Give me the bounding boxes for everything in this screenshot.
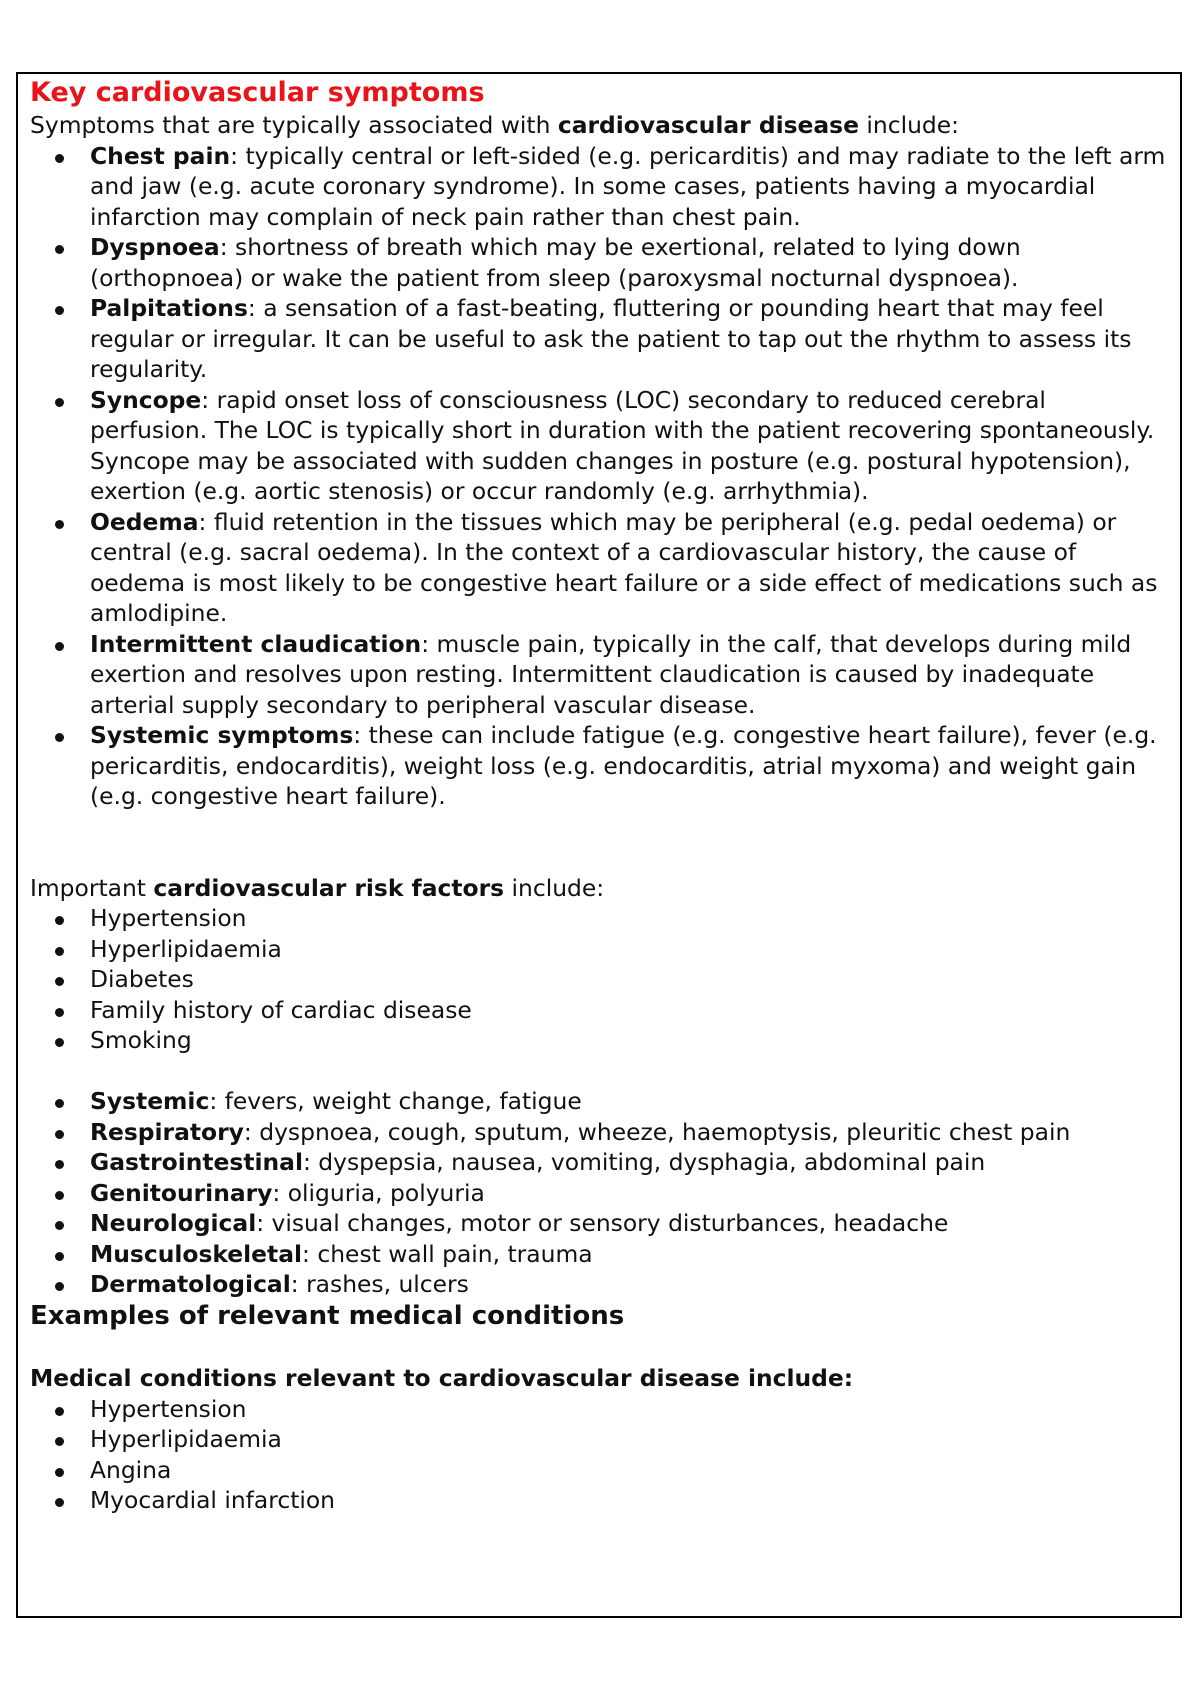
list-item-system (90, 1208, 1168, 1239)
symptom-description: : a sensation of a fast-beating, fluttering or pounding heart that may feel regular or irregular. It can be useful to ask the patient to tap out the rhythm to assess its regularity. (90, 294, 1132, 383)
document-frame (16, 72, 1182, 1618)
list-item-symptom (90, 293, 1168, 385)
list-item-risk-factor (90, 934, 1168, 965)
list-item-condition (90, 1424, 1168, 1455)
symptom-description: : these can include fatigue (e.g. congestive heart failure), fever (e.g. pericarditis, endocarditis), weight loss (e.g. endocarditis, atrial myxoma) and weight gain (e.g. congestive heart failure). (90, 721, 1157, 810)
risk-factor-text: Hypertension (90, 904, 247, 932)
symptom-term: Intermittent claudication (90, 629, 422, 658)
list-item-symptom (90, 232, 1168, 293)
bullet-icon (55, 1160, 64, 1169)
conditions-intro (30, 1363, 1168, 1394)
risk-factors-intro (30, 873, 1168, 904)
intro-text: Symptoms that are typically associated with (30, 111, 558, 139)
bullet-icon (55, 154, 64, 163)
bullet-icon (55, 733, 64, 742)
symptom-term: Dyspnoea (90, 233, 220, 261)
section-title-key-symptoms: Key cardiovascular symptoms (30, 77, 485, 108)
conditions-list (30, 1394, 1168, 1516)
bullet-icon (55, 1407, 64, 1416)
system-term: Respiratory (90, 1117, 244, 1146)
risk-factors-list (30, 903, 1168, 1056)
symptom-term: Systemic symptoms (90, 721, 354, 749)
bullet-icon (55, 1252, 64, 1261)
intro-bold: cardiovascular disease (557, 111, 859, 139)
symptoms-intro (30, 110, 1168, 141)
system-description: : fevers, weight change, fatigue (209, 1087, 582, 1115)
systems-review-list (30, 1086, 1168, 1300)
system-description: : dyspnoea, cough, sputum, wheeze, haemoptysis, pleuritic chest pain (243, 1117, 1071, 1146)
list-item-system (90, 1239, 1168, 1270)
system-description: : rashes, ulcers (290, 1270, 469, 1298)
condition-text: Angina (90, 1455, 172, 1484)
spacer (30, 1056, 1168, 1087)
list-item-symptom (90, 629, 1168, 721)
bullet-icon (55, 977, 64, 986)
bullet-icon (55, 916, 64, 925)
system-term: Musculoskeletal (90, 1239, 303, 1268)
risk-factor-text: Diabetes (90, 965, 194, 993)
symptom-term: Palpitations (90, 294, 248, 322)
list-item-risk-factor (90, 903, 1168, 934)
symptom-term: Syncope (90, 385, 202, 414)
system-term: Neurological (90, 1209, 257, 1237)
bullet-icon (55, 520, 64, 529)
bullet-icon (55, 1437, 64, 1446)
list-item-system (90, 1117, 1168, 1148)
condition-text: Hyperlipidaemia (90, 1425, 282, 1453)
list-item-condition (90, 1394, 1168, 1425)
list-item-risk-factor (90, 964, 1168, 995)
bullet-icon (55, 1498, 64, 1507)
list-item-risk-factor (90, 1025, 1168, 1056)
system-description: : dyspepsia, nausea, vomiting, dysphagia, abdominal pain (302, 1148, 986, 1176)
symptom-description: : rapid onset loss of consciousness (LOC) secondary to reduced cerebral perfusion. The LOC is typically short in duration with the patient recovering spontaneously. Syncope may be associated with sudden changes in posture (e.g. postural hypotension), exertion (e.g. aortic stenosis) or occur randomly (e.g. arrhythmia). (90, 385, 1155, 505)
bullet-icon (55, 1099, 64, 1108)
intro-text-end: include: (504, 873, 605, 902)
intro-bold: cardiovascular risk factors (153, 873, 505, 902)
bullet-icon (55, 1191, 64, 1200)
system-term: Systemic (90, 1087, 210, 1115)
intro-text: Important (30, 873, 154, 902)
intro-text-end: include: (858, 111, 960, 139)
symptom-term: Oedema (90, 507, 199, 536)
list-item-condition (90, 1455, 1168, 1486)
list-item-system (90, 1086, 1168, 1117)
list-item-condition (90, 1485, 1168, 1516)
system-description: : chest wall pain, trauma (302, 1239, 593, 1268)
list-item-symptom (90, 141, 1168, 233)
section-heading-examples: Examples of relevant medical conditions (30, 1300, 625, 1331)
spacer (30, 812, 1168, 873)
list-item-risk-factor (90, 995, 1168, 1026)
symptom-description: : shortness of breath which may be exertional, related to lying down (orthopnoea) or wake the patient from sleep (paroxysmal nocturnal dyspnoea). (90, 233, 1021, 292)
list-item-symptom (90, 385, 1168, 507)
risk-factor-text: Smoking (90, 1026, 192, 1054)
symptom-description: : muscle pain, typically in the calf, that develops during mild exertion and resolves upon resting. Intermittent claudication is caused by inadequate arterial supply secondary to peripheral vascular disease. (90, 629, 1132, 719)
bullet-icon (55, 1130, 64, 1139)
spacer (30, 1333, 1168, 1364)
risk-factor-text: Family history of cardiac disease (90, 995, 472, 1024)
system-description: : oliguria, polyuria (272, 1178, 485, 1207)
list-item-system (90, 1147, 1168, 1178)
symptom-description: : typically central or left-sided (e.g. pericarditis) and may radiate to the left arm and jaw (e.g. acute coronary syndrome). In some cases, patients having a myocardial infarction may complain of neck pain rather than chest pain. (90, 141, 1166, 231)
system-term: Gastrointestinal (90, 1148, 303, 1176)
bullet-icon (55, 1282, 64, 1291)
symptoms-list (30, 141, 1168, 812)
system-term: Dermatological (90, 1270, 291, 1298)
risk-factor-text: Hyperlipidaemia (90, 934, 282, 963)
bullet-icon (55, 1468, 64, 1477)
list-item-symptom (90, 720, 1168, 812)
bullet-icon (55, 642, 64, 651)
condition-text: Hypertension (90, 1394, 247, 1423)
bullet-icon (55, 398, 64, 407)
bullet-icon (55, 1008, 64, 1017)
symptom-description: : fluid retention in the tissues which may be peripheral (e.g. pedal oedema) or central (e.g. sacral oedema). In the context of a cardiovascular history, the cause of oedema is most likely to be congestive heart failure or a side effect of medications such as amlodipine. (90, 507, 1158, 627)
bullet-icon (55, 245, 64, 254)
list-item-system (90, 1178, 1168, 1209)
bullet-icon (55, 306, 64, 315)
system-description: : visual changes, motor or sensory disturbances, headache (256, 1209, 949, 1237)
list-item-symptom (90, 507, 1168, 629)
system-term: Genitourinary (90, 1178, 273, 1207)
condition-text: Myocardial infarction (90, 1486, 336, 1514)
conditions-intro-bold: Medical conditions relevant to cardiovascular disease include: (30, 1364, 854, 1392)
bullet-icon (55, 1221, 64, 1230)
bullet-icon (55, 1038, 64, 1047)
list-item-system (90, 1269, 1168, 1300)
symptom-term: Chest pain (90, 141, 231, 170)
bullet-icon (55, 947, 64, 956)
